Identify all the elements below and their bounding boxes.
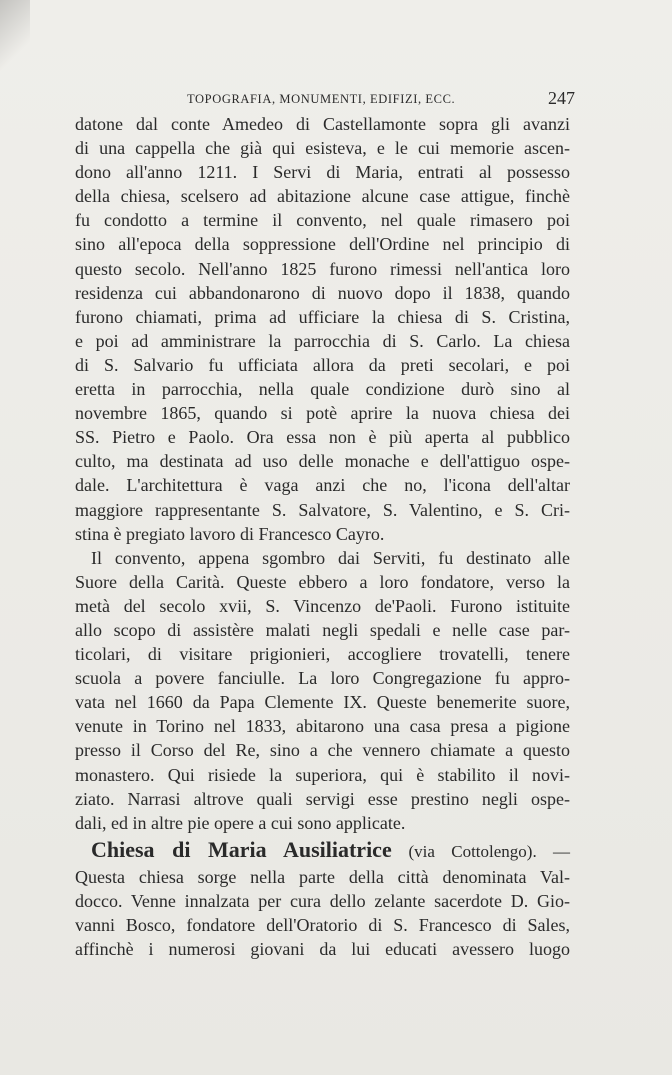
text-line: vanni Bosco, fondatore dell'Oratorio di S. Francesco di Sales,	[75, 915, 570, 935]
text-line: e poi ad amministrare la parrocchia di S. Carlo. La chiesa	[75, 330, 570, 351]
text-line: dali, ed in altre pie opere a cui sono applicate.	[75, 812, 406, 833]
page-number: 247	[548, 88, 575, 108]
header-title: TOPOGRAFIA, MONUMENTI, EDIFIZI, ECC.	[187, 92, 456, 106]
text-line: Il convento, appena sgombro dai Serviti, fu destinato alle	[91, 547, 570, 568]
text-line: novembre 1865, quando si potè aprire la nuova chiesa dei	[75, 403, 570, 424]
page-corner-shadow	[0, 0, 30, 90]
text-line: fu condotto a termine il convento, nel quale rimasero poi	[75, 210, 570, 231]
text-line: culto, ma destinata ad uso delle monache e dell'attiguo ospe-	[75, 451, 570, 472]
text-line: Questa chiesa sorge nella parte della città denominata Val-	[75, 866, 570, 887]
text-line: SS. Pietro e Paolo. Ora essa non è più aperta al pubblico	[75, 427, 570, 448]
running-header	[75, 90, 575, 114]
text-line: furono chiamati, prima ad ufficiare la chiesa di S. Cristina,	[75, 306, 570, 327]
section-heading-line	[75, 837, 570, 865]
text-line: di una cappella che già qui esisteva, e le cui memorie ascen-	[75, 138, 570, 159]
text-line: stina è pregiato lavoro di Francesco Cayro.	[75, 523, 385, 544]
text-line: scuola a povere fanciulle. La loro Congregazione fu appro-	[75, 668, 570, 689]
text-line: ziato. Narrasi altrove quali servigi esse prestino negli ospe-	[75, 788, 570, 809]
text-line: venute in Torino nel 1833, abitarono una casa presa a pigione	[75, 716, 570, 737]
body-text	[75, 112, 570, 961]
section-maria-ausiliatrice	[75, 837, 570, 961]
text-line: datone dal conte Amedeo di Castellamonte sopra gli avanzi	[75, 114, 570, 134]
paragraph-1	[75, 112, 570, 546]
text-line: residenza cui abbandonarono di nuovo dopo il 1838, quando	[75, 282, 570, 303]
text-line: Suore della Carità. Queste ebbero a loro fondatore, verso la	[75, 571, 570, 592]
paragraph-2	[75, 546, 570, 835]
text-line: ticolari, di visitare prigionieri, accogliere trovatelli, tenere	[75, 644, 570, 665]
section-heading: Chiesa di Maria Ausiliatrice	[91, 836, 392, 862]
text-line: maggiore rappresentante S. Salvatore, S. Valentino, e S. Cri-	[75, 499, 570, 520]
text-line: presso il Corso del Re, sino a che vennero chiamate a questo	[75, 740, 570, 761]
text-line: sino all'epoca della soppressione dell'Ordine nel principio di	[75, 234, 570, 255]
text-line: dale. L'architettura è vaga anzi che no, l'icona dell'altar	[75, 475, 570, 496]
text-line: affinchè i numerosi giovani da lui educati avessero luogo	[75, 939, 570, 960]
text-line: metà del secolo xvii, S. Vincenzo de'Paoli. Furono istituite	[75, 595, 570, 616]
text-line: eretta in parrocchia, nella quale condizione durò sino al	[75, 379, 570, 400]
text-line: questo secolo. Nell'anno 1825 furono rimessi nell'antica loro	[75, 258, 570, 279]
text-line: monastero. Qui risiede la superiora, qui è stabilito il novi-	[75, 764, 570, 785]
text-line: della chiesa, scelsero ad abitazione alcune case attigue, finchè	[75, 186, 570, 207]
text-line: docco. Venne innalzata per cura dello zelante sacerdote D. Gio-	[75, 890, 570, 911]
text-line: vata nel 1660 da Papa Clemente IX. Queste benemerite suore,	[75, 692, 570, 713]
section-heading-note: (via Cottolengo). —	[408, 841, 570, 861]
text-line: allo scopo di assistère malati negli spedali e nelle case par-	[75, 619, 570, 640]
text-line: di S. Salvario fu ufficiata allora da preti secolari, e poi	[75, 354, 570, 375]
text-line: dono all'anno 1211. I Servi di Maria, entrati al possesso	[75, 162, 570, 183]
